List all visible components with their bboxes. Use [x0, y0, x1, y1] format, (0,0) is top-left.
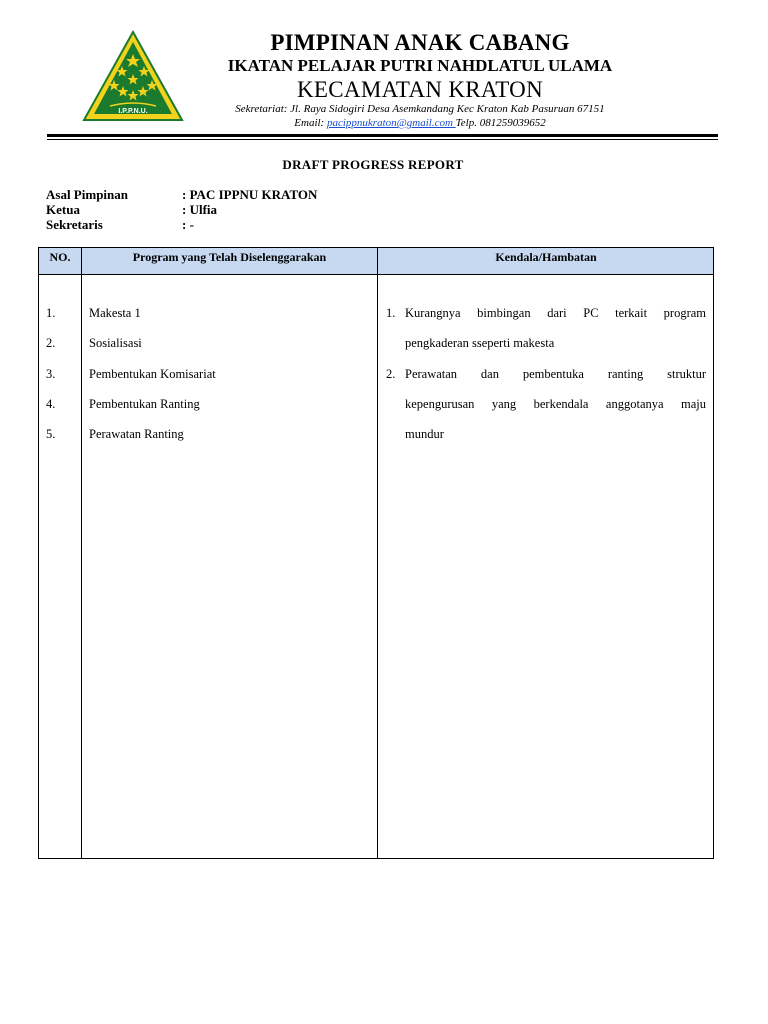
row-number: 1.: [46, 306, 56, 320]
program-item: Perawatan Ranting: [89, 427, 184, 442]
table-divider: [377, 248, 378, 858]
org-address: Sekretariat: Jl. Raya Sidogiri Desa Asemkandang Kec Kraton Kab Pasuruan 67151: [235, 103, 605, 115]
org-subtitle: IKATAN PELAJAR PUTRI NAHDLATUL ULAMA: [227, 56, 613, 75]
obstacle-column: [386, 306, 706, 457]
obstacle-number: 2.: [386, 366, 396, 381]
program-column: [89, 306, 216, 457]
obstacle-item: [386, 367, 706, 458]
row-number: 3.: [46, 366, 56, 381]
program-item: Sosialisasi: [89, 336, 142, 351]
info-value: : PAC IPPNU KRATON: [182, 187, 318, 202]
phone-text: Telp. 081259039652: [455, 117, 546, 129]
program-item: Pembentukan Komisariat: [89, 366, 216, 381]
obstacle-item: [386, 306, 706, 367]
obstacle-line: kepengurusan yang berkendala anggotanya maju: [405, 396, 706, 411]
logo-text: I.P.P.N.U.: [118, 108, 148, 115]
org-contact: [180, 117, 660, 129]
info-label: Sekretaris: [46, 217, 103, 232]
progress-table: [38, 247, 714, 859]
header-no: NO.: [49, 250, 71, 264]
letterhead-rule-thin: [47, 139, 718, 140]
email-link[interactable]: pacippnukraton@gmail.com: [326, 117, 456, 129]
info-label: Asal Pimpinan: [46, 187, 128, 202]
letterhead-rule-thick: [47, 134, 718, 137]
info-value: : Ulfia: [182, 202, 218, 217]
obstacle-line: pengkaderan sseperti makesta: [405, 336, 555, 351]
obstacle-line: Kurangnya bimbingan dari PC terkait program: [405, 306, 706, 320]
obstacle-line: Perawatan dan pembentuka ranting struktur: [405, 366, 706, 381]
program-item: Pembentukan Ranting: [89, 396, 200, 411]
ippnu-logo: [82, 30, 184, 122]
obstacle-line: mundur: [405, 427, 444, 442]
info-value: : -: [182, 217, 194, 232]
report-title: DRAFT PROGRESS REPORT: [282, 157, 464, 172]
row-number: 4.: [46, 396, 56, 411]
number-column: [46, 306, 55, 457]
org-title: PIMPINAN ANAK CABANG: [270, 30, 570, 55]
info-label: Ketua: [46, 202, 80, 217]
row-number: 2.: [46, 336, 56, 351]
header-kendala: Kendala/Hambatan: [495, 250, 597, 264]
email-label: Email:: [294, 117, 327, 129]
table-divider: [81, 248, 82, 858]
program-item: Makesta 1: [89, 306, 141, 320]
row-number: 5.: [46, 427, 56, 442]
org-region: KECAMATAN KRATON: [297, 77, 543, 102]
header-program: Program yang Telah Diselenggarakan: [132, 250, 327, 264]
obstacle-number: 1.: [386, 306, 396, 320]
